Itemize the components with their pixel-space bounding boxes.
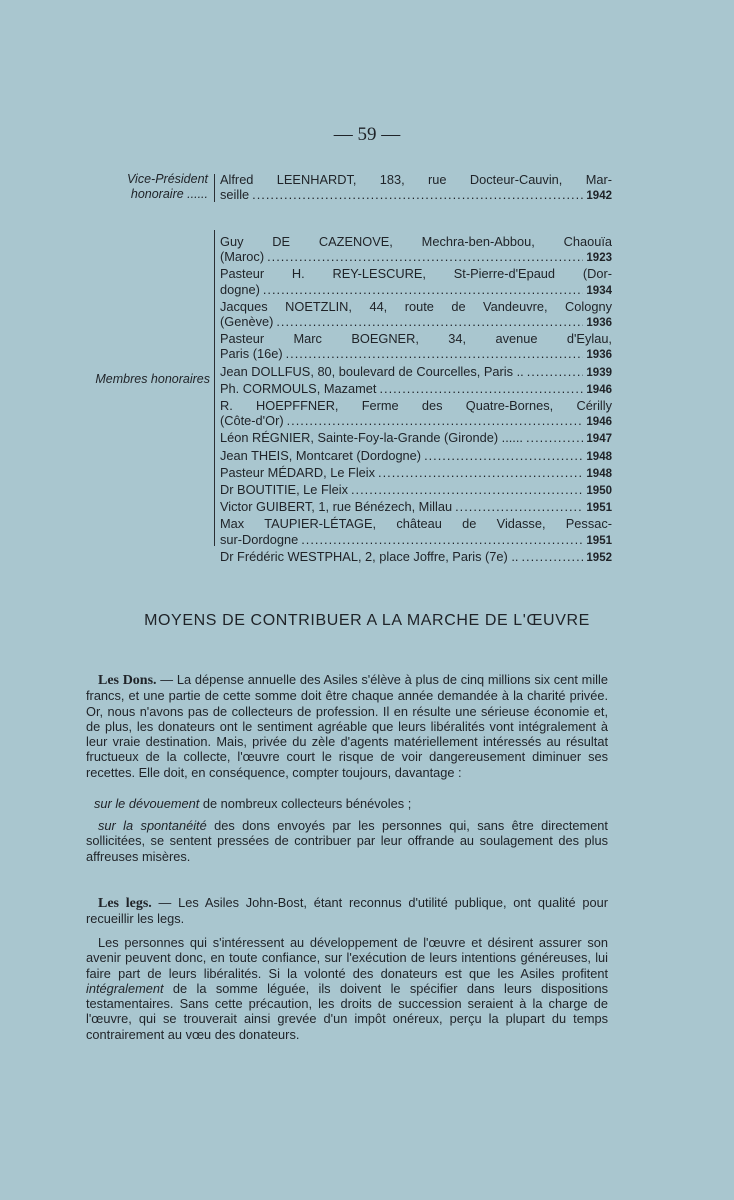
dons-item1-text: de nombreux collecteurs bénévoles ; [199,796,412,811]
member-entry [220,482,612,499]
member-line2: Léon RÉGNIER, Sainte-Foy-la-Grande (Gironde) ...... [220,430,523,446]
legs-text: — Les Asiles John-Bost, étant reconnus d'utilité publique, ont qualité pour recueillir les legs. [86,895,608,927]
entry-line1: Alfred LEENHARDT, 183, rue Docteur-Cauvin, Mar- [220,172,612,187]
member-line1: Pasteur H. REY-LESCURE, St-Pierre-d'Epaud (Dor- [220,266,612,282]
dons-item2-italic: sur la spontanéité [98,818,207,833]
members-list [220,234,612,566]
member-last-line [220,249,612,266]
leader-dots [287,413,584,428]
member-entry [220,364,612,381]
member-line2: Victor GUIBERT, 1, rue Bénézech, Millau [220,499,453,515]
member-last-line [220,314,612,331]
member-entry [220,516,612,548]
member-entry [220,234,612,266]
section-heading: MOYENS DE CONTRIBUER A LA MARCHE DE L'ŒUVRE [144,612,590,629]
member-line2: Dr BOUTITIE, Le Fleix [220,482,348,498]
member-last-line [220,482,612,499]
member-year: 1946 [586,416,612,429]
member-year: 1936 [586,349,612,362]
member-last-line [220,448,612,465]
member-line2: Paris (16e) [220,346,283,362]
member-entry [220,549,612,566]
member-line2: Jean DOLLFUS, 80, boulevard de Courcelles, Paris .. [220,363,524,379]
member-last-line [220,532,612,549]
member-line2: (Côte-d'Or) [220,413,284,429]
legs-p2-b: de la somme léguée, ils doivent le spécifier dans leurs dispositions testamentaires. Sans cette précaution, les droits de succession seraient à la charge de l'œuvre, qui se trouverait ainsi grevée d'un impôt onéreux, perçu la plupart du temps contrairement au vœu des donateurs. [86,980,608,1042]
member-year: 1939 [586,366,612,379]
members-label: Membres honoraires [95,372,210,386]
member-entry [220,266,612,298]
member-year: 1950 [586,485,612,498]
member-line1: Jacques NOETZLIN, 44, route de Vandeuvre, Cologny [220,298,612,314]
entry-line2: seille [220,187,250,203]
legs-p2-a: Les personnes qui s'intéressent au développement de l'œuvre et désirent assurer son avenir peuvent donc, en toute confiance, sur l'exécution de leurs intentions généreuses, lui faire part de leurs libéralités. Si la volonté des donateurs est que les Asiles profitent [86,935,608,981]
member-line1: R. HOEPFFNER, Ferme des Quatre-Bornes, Cérilly [220,398,612,414]
member-entry [220,499,612,516]
member-year: 1951 [586,502,612,515]
member-line2: (Genève) [220,314,274,330]
vice-president-bracket [214,174,215,202]
member-year: 1946 [586,383,612,396]
member-year: 1936 [586,317,612,330]
legs-p2-italic: intégralement [86,980,164,996]
member-entry [220,331,612,363]
dons-item2-text: des dons envoyés par les personnes qui, sans être directement sollicitées, se sentent pressées de contribuer par leur offrande au soulagement des plus affreuses misères. [86,818,608,864]
legs-paragraph-2 [86,935,608,1042]
member-year: 1952 [586,551,612,564]
member-entry [220,448,612,465]
leader-dots [521,549,583,564]
member-line2: Ph. CORMOULS, Mazamet [220,380,377,396]
leader-dots [378,465,583,480]
member-line2: Dr Frédéric WESTPHAL, 2, place Joffre, Paris (7e) .. [220,548,519,564]
member-last-line [220,465,612,482]
member-last-line [220,549,612,566]
member-last-line [220,346,612,363]
member-year: 1951 [586,534,612,547]
entry-last-line [220,187,612,204]
leader-dots [301,532,583,547]
leader-dots [455,499,583,514]
member-line2: Jean THEIS, Montcaret (Dordogne) [220,447,422,463]
dons-text: — La dépense annuelle des Asiles s'élève à plus de cinq millions six cent mille francs, et une partie de cette somme doit être chaque année demandée à la charité privée. Or, nous n'avons pas de collecteurs de profession. Il en résulte une sérieuse économie et, de plus, les donateurs ont le sentiment agréable que leurs libéralités vont intégralement à leur vraie destination. Mais, privée du zèle d'agents matériellement intéressés au résultat fructueux de la collecte, l'œuvre court le risque de voir dangereusement diminuer ses recettes. Elle doit, en conséquence, compter toujours, davantage : [86,672,608,780]
member-year: 1923 [586,252,612,265]
leader-dots [424,448,583,463]
leader-dots [267,249,583,264]
leader-dots [351,482,583,497]
member-last-line [220,282,612,299]
member-line2: sur-Dordogne [220,531,299,547]
entry-year: 1942 [586,190,612,203]
vice-president-label-line1: Vice-Président [126,172,208,186]
leader-dots [276,314,583,329]
member-line2: (Maroc) [220,249,265,265]
member-entry [220,398,612,430]
member-last-line [220,413,612,430]
vice-president-label [60,172,208,202]
member-year: 1934 [586,284,612,297]
member-entry [220,299,612,331]
member-line1: Max TAUPIER-LÉTAGE, château de Vidasse, Pessac- [220,516,612,532]
member-last-line [220,430,612,447]
dons-item-1 [94,796,608,811]
dons-paragraph [86,672,608,780]
member-line2: dogne) [220,281,260,297]
dons-item-2 [86,818,608,864]
member-line2: Pasteur MÉDARD, Le Fleix [220,464,376,480]
leader-dots [379,381,583,396]
leader-dots [263,282,584,297]
member-year: 1947 [586,433,612,446]
members-bracket [214,230,215,546]
member-year: 1948 [586,467,612,480]
page-number: — 59 — [333,124,401,145]
member-entry [220,381,612,398]
leader-dots [526,430,583,445]
dons-item1-italic: sur le dévouement [94,796,200,811]
dons-lead: Les Dons. [98,673,157,688]
member-year: 1948 [586,450,612,463]
member-entry [220,465,612,482]
legs-paragraph [86,895,608,927]
vice-president-label-line2: honoraire ...... [130,187,208,201]
member-last-line [220,499,612,516]
leader-dots [286,346,584,361]
leader-dots [527,364,584,379]
member-last-line [220,364,612,381]
member-line1: Pasteur Marc BOEGNER, 34, avenue d'Eylau, [220,331,612,347]
member-last-line [220,381,612,398]
vice-president-entry [220,172,612,204]
legs-lead: Les legs. [98,896,152,911]
leader-dots [252,187,583,202]
member-entry [220,430,612,447]
member-line1: Guy DE CAZENOVE, Mechra-ben-Abbou, Chaouïa [220,234,612,249]
